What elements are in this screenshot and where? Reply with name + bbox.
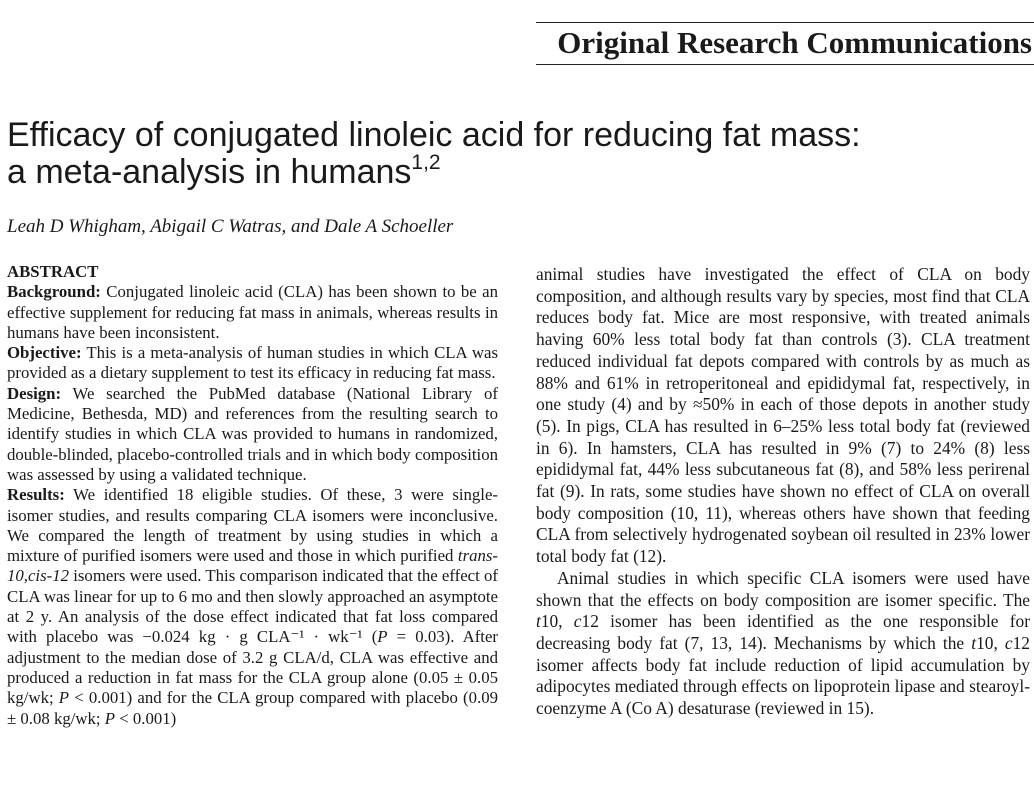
results-p-3: P <box>104 708 116 728</box>
para2-text-b: 10, <box>540 611 574 632</box>
results-isomer: trans-10,cis-12 <box>7 546 498 586</box>
design-label: Design: <box>7 383 62 403</box>
para2-c-b: c <box>1004 632 1013 653</box>
abstract-objective <box>7 343 498 384</box>
results-p-2: P <box>58 688 70 708</box>
intro-paragraph-2 <box>536 568 1030 720</box>
objective-text: This is a meta-analysis of human studies in which CLA was provided as a dietary supplement to test its efficacy in reducing fat mass. <box>7 343 498 383</box>
para2-t-b: t <box>971 632 977 653</box>
results-text-c: = 0.03). After adjustment to the median dose of 3.2 g CLA/d, CLA was effective and produced a reduction in fat mass for the CLA group alone (0.05 ± 0.05 kg/wk; <box>7 627 498 708</box>
background-label: Background: <box>7 282 101 302</box>
author-list: Leah D Whigham, Abigail C Watras, and Dale A Schoeller <box>7 216 454 237</box>
results-text-e: < 0.001) <box>115 708 177 728</box>
para2-text-c: 12 isomer has been identified as the one responsible for decreasing body fat (7, 13, 14). Mechanisms by which the <box>536 611 1030 653</box>
para2-c-a: c <box>573 611 582 632</box>
results-text-b: isomers were used. This comparison indicated that the effect of CLA was linear for up to 6 mo and then slowly approached an asymptote at 2 y. An analysis of the dose effect indicated that fat loss compared with placebo was −0.024 kg · g CLA⁻¹ · wk⁻¹ ( <box>7 566 498 647</box>
abstract-design <box>7 384 498 485</box>
para2-text-d: 10, <box>976 632 1005 653</box>
objective-label: Objective: <box>7 343 82 363</box>
para2-text-a: Animal studies in which specific CLA isomers were used have shown that the effects on body composition are isomer specific. The <box>536 567 1030 610</box>
title-line-2: a meta-analysis in humans <box>7 153 412 191</box>
abstract-heading: ABSTRACT <box>7 262 99 281</box>
results-text-d: < 0.001) and for the CLA group compared with placebo (0.09 ± 0.08 kg/wk; <box>7 688 499 728</box>
results-text-a: We identified 18 eligible studies. Of these, 3 were single-isomer studies, and results comparing CLA isomers were inconclusive. We compared the length of treatment by using studies in which a mixture of purified isomers were used and those in which purified <box>7 485 498 566</box>
title-footnote-marker[interactable]: 1,2 <box>411 150 441 174</box>
header-rule-bottom <box>536 64 1034 65</box>
background-text: Conjugated linoleic acid (CLA) has been shown to be an effective supplement for reducing fat mass in animals, whereas results in humans have been inconsistent. <box>7 282 498 342</box>
abstract-background <box>7 282 498 343</box>
para2-text-e: 12 isomer affects body fat include reduction of lipid accumulation by adipocytes mediated through effects on lipoprotein lipase and stearoyl-coenzyme A (Co A) desaturase (reviewed in 15). <box>536 632 1030 719</box>
title-line-1: Efficacy of conjugated linoleic acid for reducing fat mass: <box>7 116 861 154</box>
results-label: Results: <box>7 485 65 505</box>
intro-paragraph-1: animal studies have investigated the effect of CLA on body composition, and although results vary by species, most find that CLA reduces body fat. Mice are most responsive, with treated animals having 60% less total body fat than controls (3). CLA treatment reduced individual fat depots compared with controls by as much as 88% and 61% in retroperitoneal and epididymal fat, respectively, in one study (4) and by ≈50% in each of those depots in another study (5). In pigs, CLA has resulted in 6–25% less total body fat (reviewed in 6). In hamsters, CLA has resulted in 9% (7) to 24% (8) less epididymal fat, 44% less subcutaneous fat (8), and 58% less perirenal fat (9). In rats, some studies have shown no effect of CLA on overall body composition (10, 11), whereas others have shown that feeding CLA from selectively hydrogenated soybean oil resulted in 23% lower total body fat (12). <box>536 264 1030 567</box>
results-p-1: P <box>377 627 388 647</box>
journal-section-title: Original Research Communications <box>557 25 1032 60</box>
para2-t-a: t <box>536 611 541 632</box>
design-text: We searched the PubMed database (National Library of Medicine, Bethesda, MD) and references from the resulting search to identify studies in which CLA was provided to humans in randomized, double-blinded, placebo-controlled trials and in which body composition was assessed by using a validated technique. <box>7 383 498 484</box>
journal-header <box>536 0 1034 65</box>
article-title <box>7 117 1007 191</box>
abstract-results <box>7 485 498 729</box>
introduction-column <box>536 264 1030 720</box>
abstract-column <box>7 262 498 729</box>
